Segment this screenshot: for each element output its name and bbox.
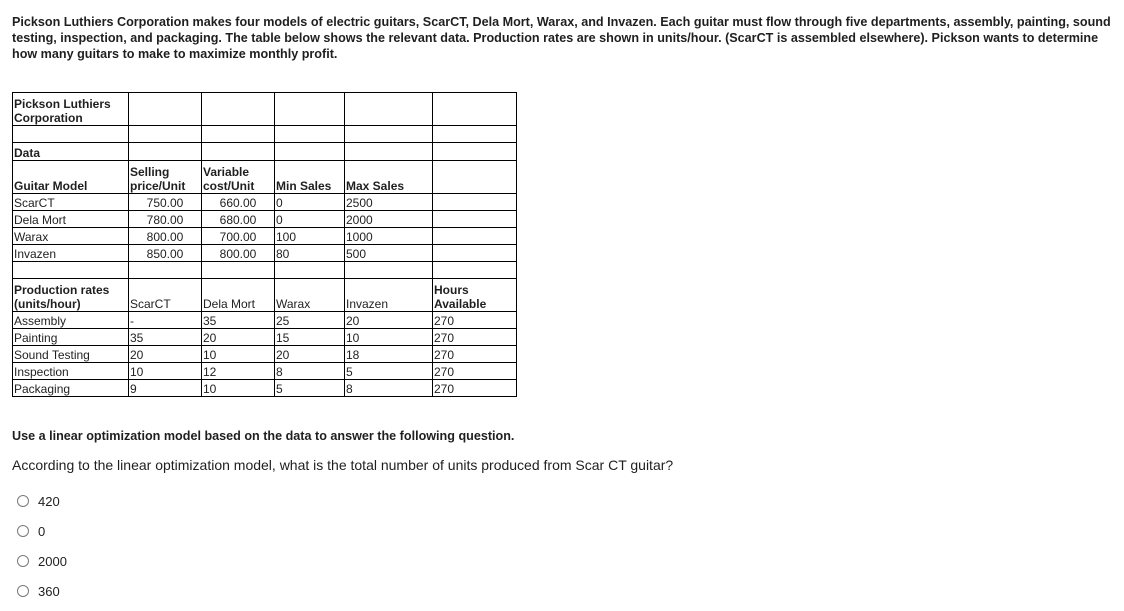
table-cell: Warax bbox=[13, 228, 129, 245]
table-cell: 700.00 bbox=[202, 228, 275, 245]
table-cell: 270 bbox=[433, 329, 517, 346]
table-cell: 80 bbox=[275, 245, 345, 262]
radio-button[interactable] bbox=[17, 585, 29, 597]
table-cell: 5 bbox=[345, 363, 433, 380]
table-row bbox=[13, 380, 517, 397]
table-cell: 10 bbox=[345, 329, 433, 346]
radio-button[interactable] bbox=[17, 555, 29, 567]
problem-description: Pickson Luthiers Corporation makes four models of electric guitars, ScarCT, Dela Mort, Warax, and Invazen. Each guitar must flow through five departments, assembly, painting, sound testing, inspection, and packaging. The table below shows the relevant data. Production rates are shown in units/hour. (ScarCT is assembled elsewhere). Pickson wants to determine how many guitars to make to maximize monthly profit. bbox=[12, 15, 1111, 61]
table-row bbox=[13, 228, 517, 245]
answer-option[interactable] bbox=[17, 546, 67, 576]
header-min-sales: Min Sales bbox=[275, 161, 345, 194]
answer-options bbox=[17, 486, 67, 606]
table-cell: - bbox=[129, 312, 202, 329]
table-row bbox=[13, 211, 517, 228]
header-invazen: Invazen bbox=[345, 279, 433, 312]
table-cell: 0 bbox=[275, 194, 345, 211]
table-cell: 20 bbox=[345, 312, 433, 329]
table-row bbox=[13, 245, 517, 262]
option-label: 2000 bbox=[38, 553, 67, 569]
table-cell: 10 bbox=[129, 363, 202, 380]
table-cell: 20 bbox=[129, 346, 202, 363]
answer-option[interactable] bbox=[17, 576, 67, 606]
table-cell: 10 bbox=[202, 380, 275, 397]
table-cell: Dela Mort bbox=[13, 211, 129, 228]
table-cell: Invazen bbox=[13, 245, 129, 262]
header-variable-cost: Variable cost/Unit bbox=[202, 161, 275, 194]
table-cell: 12 bbox=[202, 363, 275, 380]
header-guitar-model: Guitar Model bbox=[13, 161, 129, 194]
table-cell: 5 bbox=[275, 380, 345, 397]
table-cell: Assembly bbox=[13, 312, 129, 329]
header-hours-available: Hours Available bbox=[433, 279, 517, 312]
table-row bbox=[13, 363, 517, 380]
table-cell: 9 bbox=[129, 380, 202, 397]
header-max-sales: Max Sales bbox=[345, 161, 433, 194]
data-section-label: Data bbox=[13, 143, 129, 161]
table-cell: 8 bbox=[345, 380, 433, 397]
header-dela-mort: Dela Mort bbox=[202, 279, 275, 312]
header-scarct: ScarCT bbox=[129, 279, 202, 312]
table-row bbox=[13, 346, 517, 363]
table-cell: 2000 bbox=[345, 211, 433, 228]
table-cell: 680.00 bbox=[202, 211, 275, 228]
table-cell: Sound Testing bbox=[13, 346, 129, 363]
table-cell: 850.00 bbox=[129, 245, 202, 262]
table-cell: 8 bbox=[275, 363, 345, 380]
table-cell: 10 bbox=[202, 346, 275, 363]
table-cell: 270 bbox=[433, 312, 517, 329]
question-text: According to the linear optimization model, what is the total number of units produced from Scar CT guitar? bbox=[12, 457, 674, 473]
table-cell: 780.00 bbox=[129, 211, 202, 228]
table-cell: 35 bbox=[202, 312, 275, 329]
table-cell: Inspection bbox=[13, 363, 129, 380]
table-row bbox=[13, 312, 517, 329]
header-production-rates: Production rates (units/hour) bbox=[13, 279, 129, 312]
table-cell: 100 bbox=[275, 228, 345, 245]
table-cell: 270 bbox=[433, 380, 517, 397]
table-cell: Packaging bbox=[13, 380, 129, 397]
header-selling-price: Selling price/Unit bbox=[129, 161, 202, 194]
question-instruction: Use a linear optimization model based on the data to answer the following question. bbox=[12, 429, 515, 443]
table-cell: 15 bbox=[275, 329, 345, 346]
table-row bbox=[13, 194, 517, 211]
option-label: 0 bbox=[38, 523, 46, 539]
table-cell: 800.00 bbox=[202, 245, 275, 262]
header-warax: Warax bbox=[275, 279, 345, 312]
table-row bbox=[13, 329, 517, 346]
table-cell: 35 bbox=[129, 329, 202, 346]
answer-option[interactable] bbox=[17, 486, 67, 516]
table-cell: Painting bbox=[13, 329, 129, 346]
option-label: 360 bbox=[38, 583, 60, 599]
table-cell: 1000 bbox=[345, 228, 433, 245]
answer-option[interactable] bbox=[17, 516, 67, 546]
table-cell: 25 bbox=[275, 312, 345, 329]
table-cell: 800.00 bbox=[129, 228, 202, 245]
table-cell: 750.00 bbox=[129, 194, 202, 211]
radio-button[interactable] bbox=[17, 495, 29, 507]
table-cell: 270 bbox=[433, 346, 517, 363]
table-cell: 270 bbox=[433, 363, 517, 380]
table-cell: 2500 bbox=[345, 194, 433, 211]
table-cell: 500 bbox=[345, 245, 433, 262]
table-cell: ScarCT bbox=[13, 194, 129, 211]
table-cell: 0 bbox=[275, 211, 345, 228]
data-table bbox=[12, 92, 517, 397]
table-cell: 18 bbox=[345, 346, 433, 363]
table-cell: 20 bbox=[275, 346, 345, 363]
table-cell: 20 bbox=[202, 329, 275, 346]
radio-button[interactable] bbox=[17, 525, 29, 537]
table-title: Pickson Luthiers Corporation bbox=[13, 93, 129, 126]
option-label: 420 bbox=[38, 493, 60, 509]
table-cell: 660.00 bbox=[202, 194, 275, 211]
